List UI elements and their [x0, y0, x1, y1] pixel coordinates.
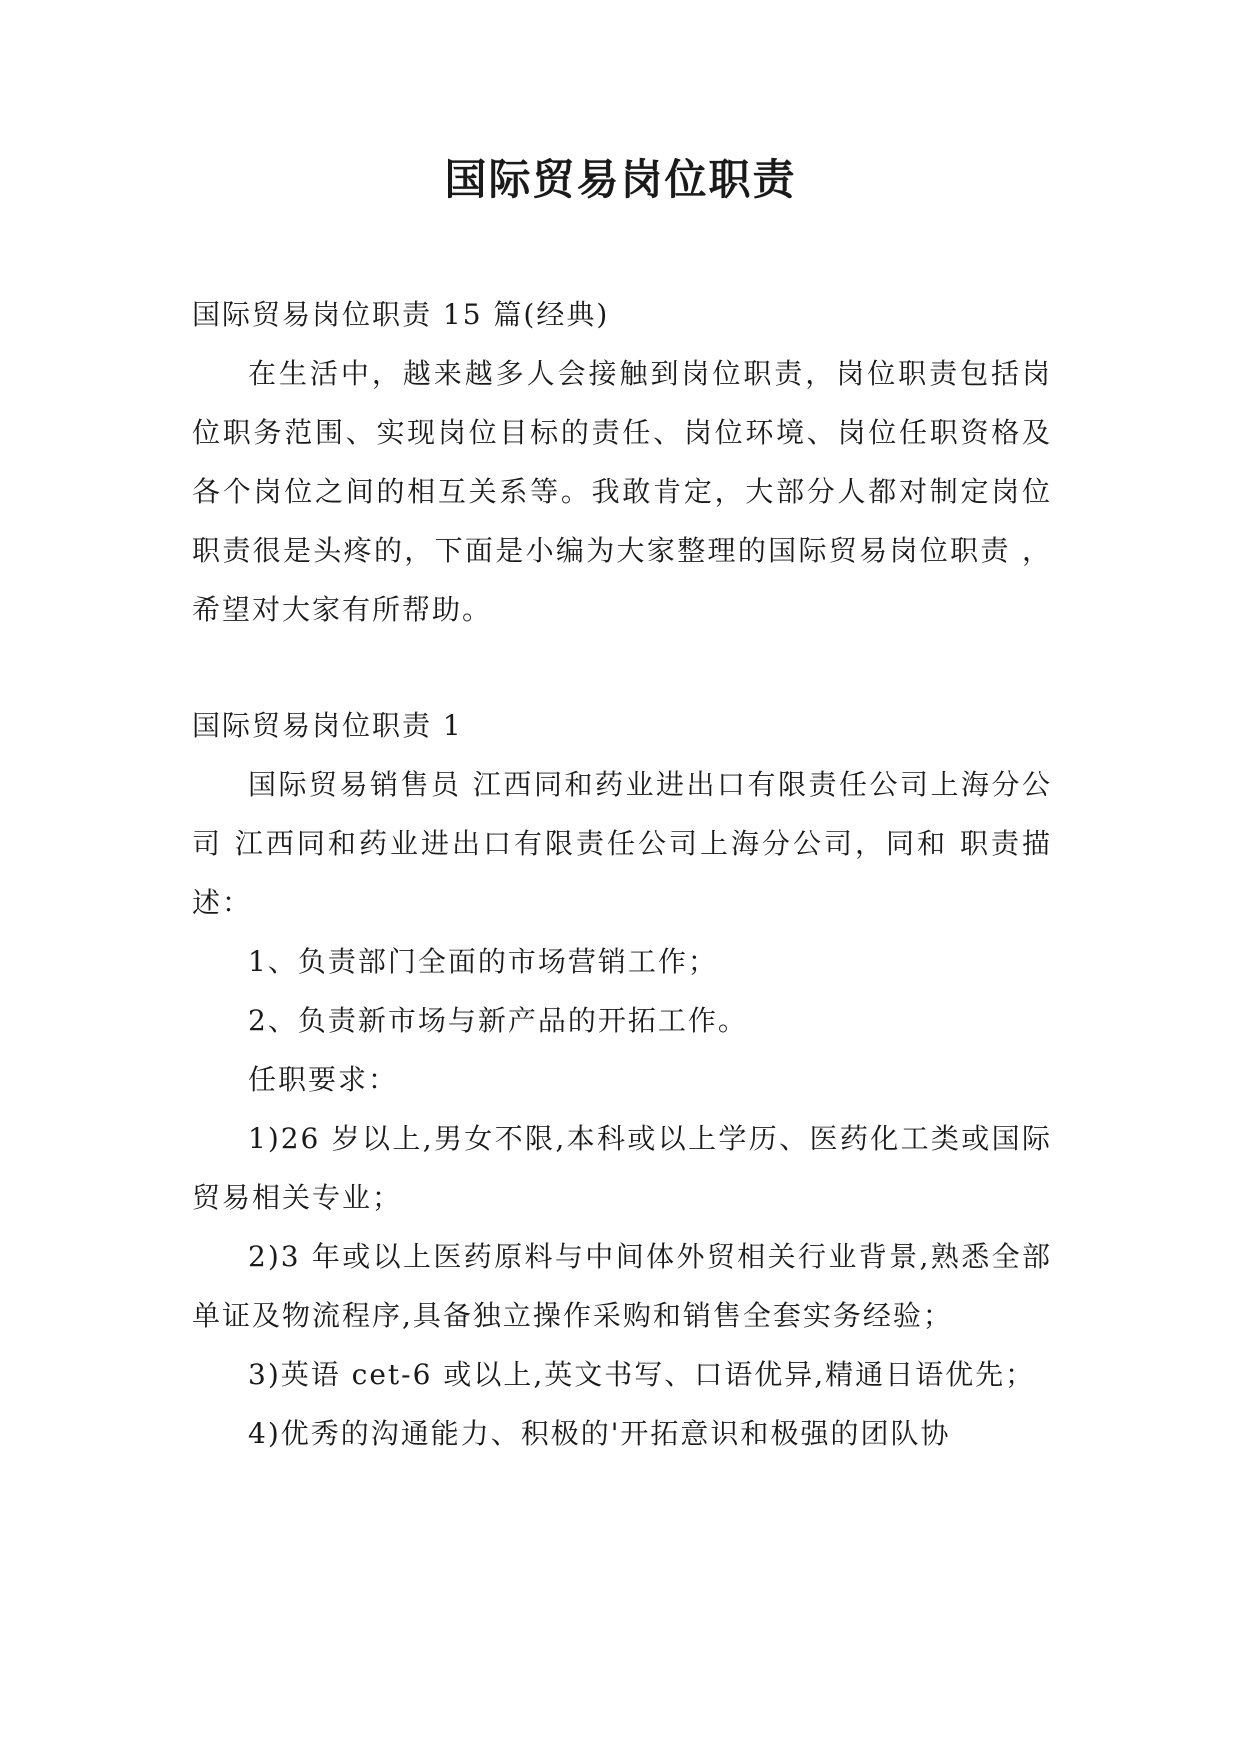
document-title: 国际贸易岗位职责 — [444, 155, 797, 204]
duty-item-2: 2、负责新市场与新产品的开拓工作。 — [248, 1004, 748, 1037]
requirement-item-1: 1)26 岁以上,男女不限,本科或以上学历、医药化工类或国际贸易相关专业； — [192, 1122, 1052, 1214]
document-subtitle: 国际贸易岗位职责 15 篇(经典) — [192, 298, 610, 331]
requirement-item-4: 4)优秀的沟通能力、积极的'开拓意识和极强的团队协 — [248, 1417, 951, 1450]
document-body — [192, 285, 1052, 1463]
duty-item-1: 1、负责部门全面的市场营销工作； — [248, 945, 718, 978]
intro-paragraph: 在生活中，越来越多人会接触到岗位职责，岗位职责包括岗位职务范围、实现岗位目标的责任、岗位环境、岗位任职资格及各个岗位之间的相互关系等。我敢肯定，大部分人都对制定岗位职责很是头疼的，下面是小编为大家整理的国际贸易岗位职责 ，希望对大家有所帮助。 — [192, 357, 1052, 626]
section-heading: 国际贸易岗位职责 1 — [192, 709, 463, 742]
requirement-item-2: 2)3 年或以上医药原料与中间体外贸相关行业背景,熟悉全部单证及物流程序,具备独立操作采购和销售全套实务经验； — [192, 1240, 1052, 1332]
requirements-label: 任职要求： — [248, 1063, 399, 1096]
requirement-item-3: 3)英语 cet-6 或以上,英文书写、口语优异,精通日语优先； — [248, 1358, 1036, 1391]
position-paragraph: 国际贸易销售员 江西同和药业进出口有限责任公司上海分公司 江西同和药业进出口有限责任公司上海分公司，同和 职责描述： — [192, 768, 1052, 919]
